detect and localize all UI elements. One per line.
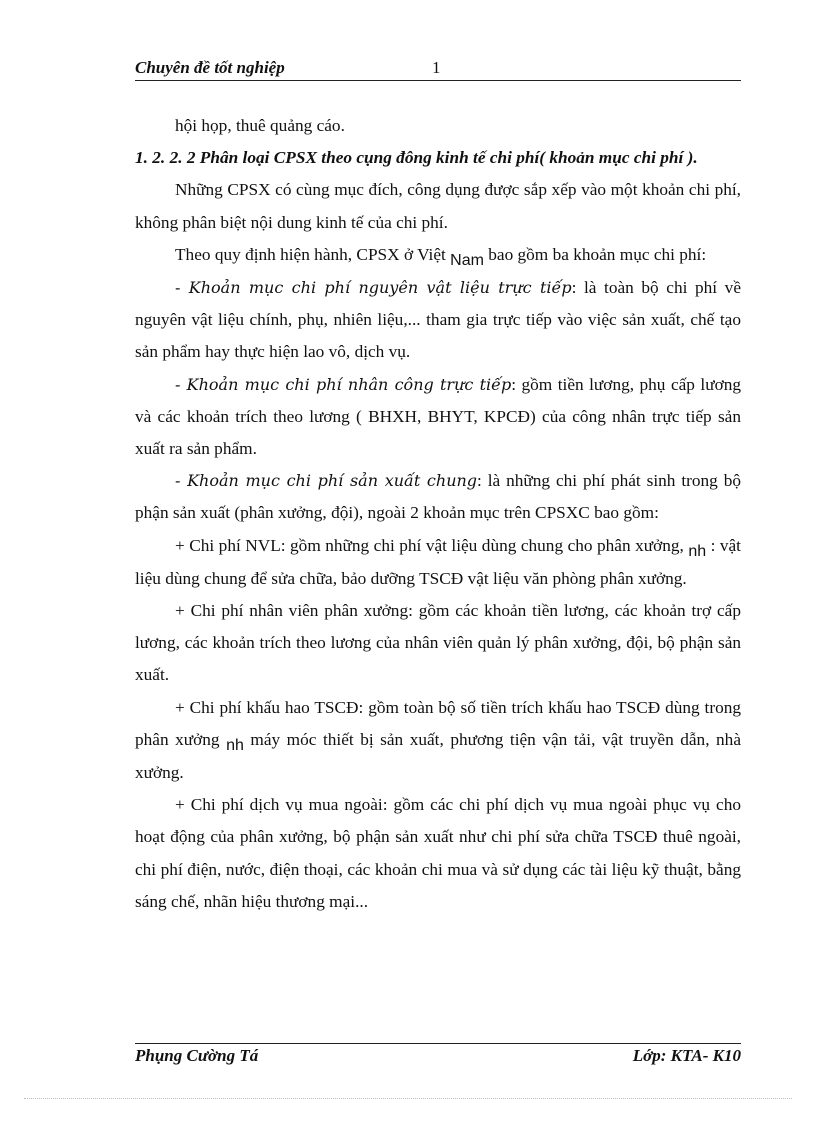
page-number: 1 <box>432 58 441 77</box>
paragraph <box>135 530 741 595</box>
item-label: - Khoản mục chi phí sản xuất chung <box>175 471 478 491</box>
paragraph-text: + Chi phí khấu hao TSCĐ: gồm toàn bộ số tiền trích khấu hao TSCĐ dùng trong phân xưởng <box>135 697 741 749</box>
page-bottom-divider <box>24 1098 792 1099</box>
paragraph: + Chi phí nhân viên phân xưởng: gồm các khoản tiền lương, các khoản trợ cấp lương, các khoản trích theo lương của nhân viên quản lý phân xưởng, đội, bộ phận sản xuất. <box>135 601 741 685</box>
paragraph-text: nh <box>688 542 707 560</box>
paragraph <box>135 369 741 466</box>
paragraph-text: : vật liệu dùng chung để sửa chữa, bảo dưỡng TSCĐ vật liệu văn phòng phân xưởng. <box>135 535 741 588</box>
paragraph-text: bao gồm ba khoản mục chi phí: <box>483 244 707 264</box>
paragraph-text: : gồm tiền lương, phụ cấp lương và các khoản trích theo lương ( BHXH, BHYT, KPCĐ) của công nhân trực tiếp sản xuất ra sản phẩm. <box>135 374 741 459</box>
paragraph-text: nh <box>226 736 244 754</box>
paragraph-text: : là những chi phí phát sinh trong bộ phận sản xuất (phân xưởng, đội), ngoài 2 khoản mục trên CPSXC bao gồm: <box>135 471 741 523</box>
item-label: - Khoản mục chi phí nhân công trực tiếp <box>175 374 512 394</box>
document-body <box>135 110 741 918</box>
paragraph-text: : là toàn bộ chi phí về nguyên vật liệu chính, phụ, nhiên liệu,... tham gia trực tiếp vào việc sản xuất, chế tạo sản phẩm hay thực hiện lao vô, dịch vụ. <box>135 278 741 362</box>
paragraph: Những CPSX có cùng mục đích, công dụng được sắp xếp vào một khoản chi phí, không phân biệt nội dung kinh tế của chi phí. <box>135 180 741 232</box>
paragraph-text: máy móc thiết bị sản xuất, phương tiện vận tải, vật truyền dẫn, nhà xưởng. <box>135 729 741 783</box>
header-title: Chuyên đề tốt nghiệp <box>135 58 285 77</box>
paragraph: + Chi phí dịch vụ mua ngoài: gồm các chi phí dịch vụ mua ngoài phục vụ cho hoạt động của phân xưởng, bộ phận sản xuất như chi phí sửa chữa TSCĐ thuê ngoài, chi phí điện, nước, điện thoại, các khoản chi mua và sử dụng các tài liệu kỹ thuật, bằng sáng chế, nhãn hiệu thương mại... <box>135 795 741 911</box>
paragraph: hội họp, thuê quảng cáo. <box>175 116 345 135</box>
footer-class: Lớp: KTA- K10 <box>632 1046 741 1065</box>
item-label: - Khoản mục chi phí nguyên vật liệu trực tiếp <box>175 278 572 298</box>
paragraph <box>135 272 741 369</box>
paragraph-text: Theo quy định hiện hành, CPSX ở Việt <box>175 244 451 264</box>
paragraph <box>135 239 741 272</box>
section-heading: 1. 2. 2. 2 Phân loại CPSX theo cụng đông kinh tế chi phí( khoản mục chi phí ). <box>135 148 698 168</box>
page-footer <box>135 1043 741 1068</box>
paragraph-text: Nam <box>450 251 484 269</box>
paragraph-text: + Chi phí NVL: gồm những chi phí vật liệu dùng chung cho phân xưởng, <box>175 535 689 555</box>
footer-author: Phụng Cường Tá <box>135 1046 259 1065</box>
page-header <box>135 58 741 81</box>
paragraph <box>135 692 741 790</box>
paragraph <box>135 465 741 529</box>
